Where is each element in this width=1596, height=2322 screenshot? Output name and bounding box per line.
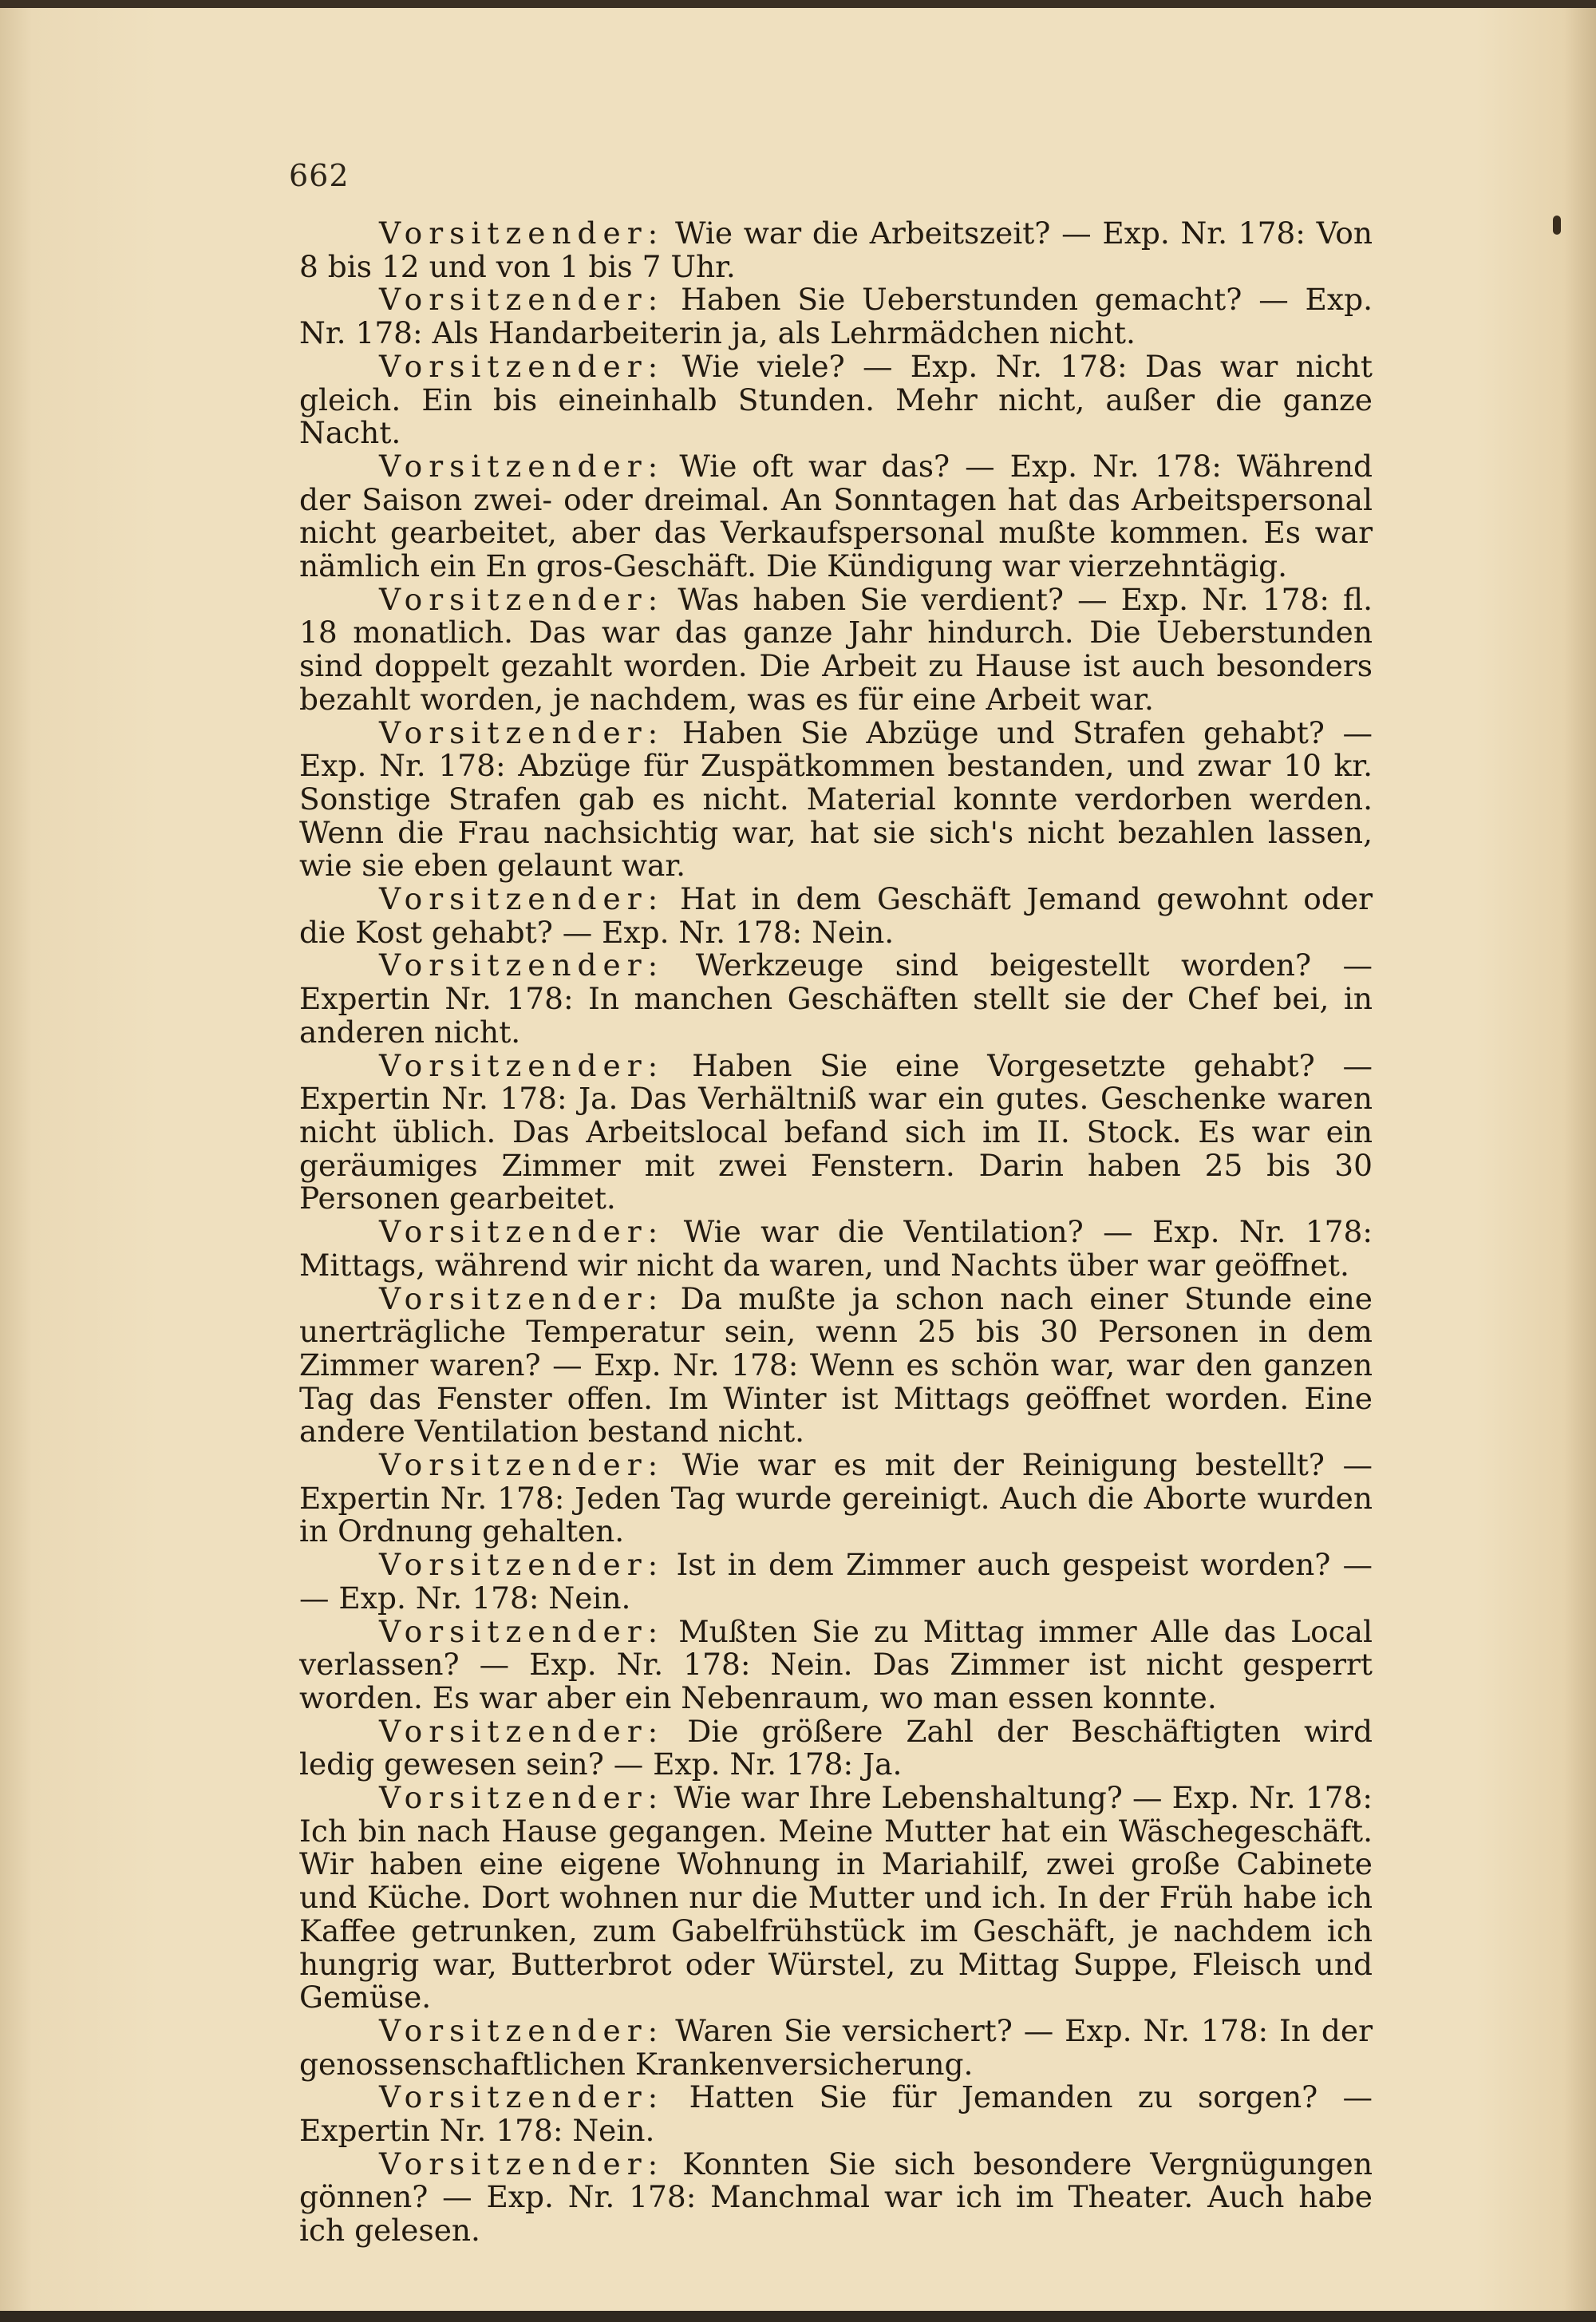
paragraph-text: Haben Sie Ueberstunden gemacht? — Exp. Nr. 178: Als Handarbeiterin ja, als Lehrmädchen nicht. <box>299 282 1373 351</box>
speaker-label: Vorsitzender: <box>379 1447 665 1483</box>
paragraph <box>299 2012 1373 2082</box>
paragraph-text: Wie oft war das? — Exp. Nr. 178: Während der Saison zwei- oder dreimal. An Sonntagen hat das Arbeitspersonal nicht gearbeitet, aber das Verkaufspersonal mußte kommen. Es war nämlich ein En gros-Geschäft. Die Kündigung war vierzehntägig. <box>299 448 1373 584</box>
paragraph-text: Wie war die Ventilation? — Exp. Nr. 178: Mittags, während wir nicht da waren, und Nachts über war geöffnet. <box>299 1214 1373 1283</box>
speaker-label: Vorsitzender: <box>379 348 665 384</box>
speaker-label: Vorsitzender: <box>379 448 665 484</box>
paragraph-text: Mußten Sie zu Mittag immer Alle das Local verlassen? — Exp. Nr. 178: Nein. Das Zimmer ist nicht gesperrt worden. Es war aber ein Nebenraum, wo man essen konnte. <box>299 1613 1373 1715</box>
paragraph <box>299 1047 1373 1216</box>
paragraph <box>299 1782 1373 2015</box>
paragraph <box>299 1613 1373 1715</box>
paragraph <box>299 1280 1373 1450</box>
paragraph <box>299 1715 1373 1782</box>
speaker-label: Vorsitzender: <box>379 1613 665 1649</box>
paragraph <box>299 714 1373 884</box>
speaker-label: Vorsitzender: <box>379 2146 665 2182</box>
paragraph-text: Was haben Sie verdient? — Exp. Nr. 178: fl. 18 monatlich. Das war das ganze Jahr hindurch. Die Ueberstunden sind doppelt gezahlt worden. Die Arbeit zu Hause ist auch besonders bezahlt worden, je nachdem, was es für eine Arbeit war. <box>299 581 1373 717</box>
paragraph-text: Da mußte ja schon nach einer Stunde eine unerträgliche Temperatur sein, wenn 25 bis 30 Personen in dem Zimmer waren? — Exp. Nr. 178: Wenn es schön war, war den ganzen Tag das Fenster offen. Im Winter ist Mittags geöffnet worden. Eine andere Ventilation bestand nicht. <box>299 1280 1373 1450</box>
margin-ink-mark <box>1553 216 1561 235</box>
speaker-label: Vorsitzender: <box>379 947 665 983</box>
speaker-label: Vorsitzender: <box>379 881 665 917</box>
paragraph-text: Wie war es mit der Reinigung bestellt? — Expertin Nr. 178: Jeden Tag wurde gereinigt. Auch die Aborte wurden in Ordnung gehalten. <box>299 1447 1373 1549</box>
speaker-label: Vorsitzender: <box>379 714 665 750</box>
speaker-label: Vorsitzender: <box>379 1280 665 1316</box>
speaker-label: Vorsitzender: <box>379 216 665 251</box>
page-number: 662 <box>289 158 350 193</box>
speaker-label: Vorsitzender: <box>379 1214 665 1250</box>
speaker-label: Vorsitzender: <box>379 1047 665 1083</box>
paragraph-text: Ist in dem Zimmer auch gespeist worden? — — Exp. Nr. 178: Nein. <box>299 1547 1373 1616</box>
paragraph-text: Konnten Sie sich besondere Vergnügungen gönnen? — Exp. Nr. 178: Manchmal war ich im Theater. Auch habe ich gelesen. <box>299 2146 1373 2249</box>
speaker-label: Vorsitzender: <box>379 1713 665 1749</box>
speaker-label: Vorsitzender: <box>379 581 665 617</box>
speaker-label: Vorsitzender: <box>379 282 665 318</box>
paragraph-text: Werkzeuge sind beigestellt worden? — Expertin Nr. 178: In manchen Geschäften stellt sie der Chef bei, in anderen nicht. <box>299 947 1373 1050</box>
paragraph <box>299 1549 1373 1615</box>
paragraph <box>299 217 1373 283</box>
paragraph <box>299 2081 1373 2147</box>
paragraph-text: Hatten Sie für Jemanden zu sorgen? — Expertin Nr. 178: Nein. <box>299 2079 1373 2149</box>
paragraph <box>299 283 1373 350</box>
paragraph <box>299 2148 1373 2248</box>
paragraph-text: Hat in dem Geschäft Jemand gewohnt oder die Kost gehabt? — Exp. Nr. 178: Nein. <box>299 881 1373 950</box>
paragraph <box>299 583 1373 717</box>
paragraph-text: Wie war Ihre Lebenshaltung? — Exp. Nr. 178: Ich bin nach Hause gegangen. Meine Mutter hat ein Wäschegeschäft. Wir haben eine eigene Wohnung in Mariahilf, zwei große Cabinete und Küche. Dort wohnen nur die Mutter und ich. In der Früh habe ich Kaffee getrunken, zum Gabelfrühstück im Geschäft, je nachdem ich hungrig war, Butterbrot oder Würstel, zu Mittag Suppe, Fleisch und Gemüse. <box>299 1780 1373 2015</box>
speaker-label: Vorsitzender: <box>379 1780 665 1816</box>
paragraph-text: Haben Sie Abzüge und Strafen gehabt? — Exp. Nr. 178: Abzüge für Zuspätkommen bestanden, und zwar 10 kr. Sonstige Strafen gab es nicht. Material konnte verdorben werden. Wenn die Frau nachsichtig war, hat sie sich's nicht bezahlen lassen, wie sie eben gelaunt war. <box>299 714 1373 884</box>
scan-border-top <box>0 0 1596 8</box>
paragraph-text: Waren Sie versichert? — Exp. Nr. 178: In der genossenschaftlichen Krankenversicherung. <box>299 2012 1373 2082</box>
speaker-label: Vorsitzender: <box>379 2012 665 2048</box>
paragraph <box>299 350 1373 450</box>
page-body-text <box>299 217 1373 2248</box>
paragraph <box>299 883 1373 949</box>
paragraph <box>299 450 1373 583</box>
paragraph-text: Wie war die Arbeitszeit? — Exp. Nr. 178: Von 8 bis 12 und von 1 bis 7 Uhr. <box>299 216 1373 284</box>
scan-border-bottom <box>0 2311 1596 2322</box>
paragraph <box>299 1216 1373 1282</box>
paragraph <box>299 1449 1373 1549</box>
paragraph-text: Haben Sie eine Vorgesetzte gehabt? — Expertin Nr. 178: Ja. Das Verhältniß war ein gutes. Geschenke waren nicht üblich. Das Arbeitslocal befand sich im II. Stock. Es war ein geräumiges Zimmer mit zwei Fenstern. Darin haben 25 bis 30 Personen gearbeitet. <box>299 1047 1373 1216</box>
paragraph-text: Wie viele? — Exp. Nr. 178: Das war nicht gleich. Ein bis eineinhalb Stunden. Mehr nicht, außer die ganze Nacht. <box>299 348 1373 451</box>
speaker-label: Vorsitzender: <box>379 2079 665 2115</box>
paragraph-text: Die größere Zahl der Beschäftigten wird ledig gewesen sein? — Exp. Nr. 178: Ja. <box>299 1713 1373 1782</box>
paragraph <box>299 949 1373 1049</box>
speaker-label: Vorsitzender: <box>379 1547 665 1583</box>
